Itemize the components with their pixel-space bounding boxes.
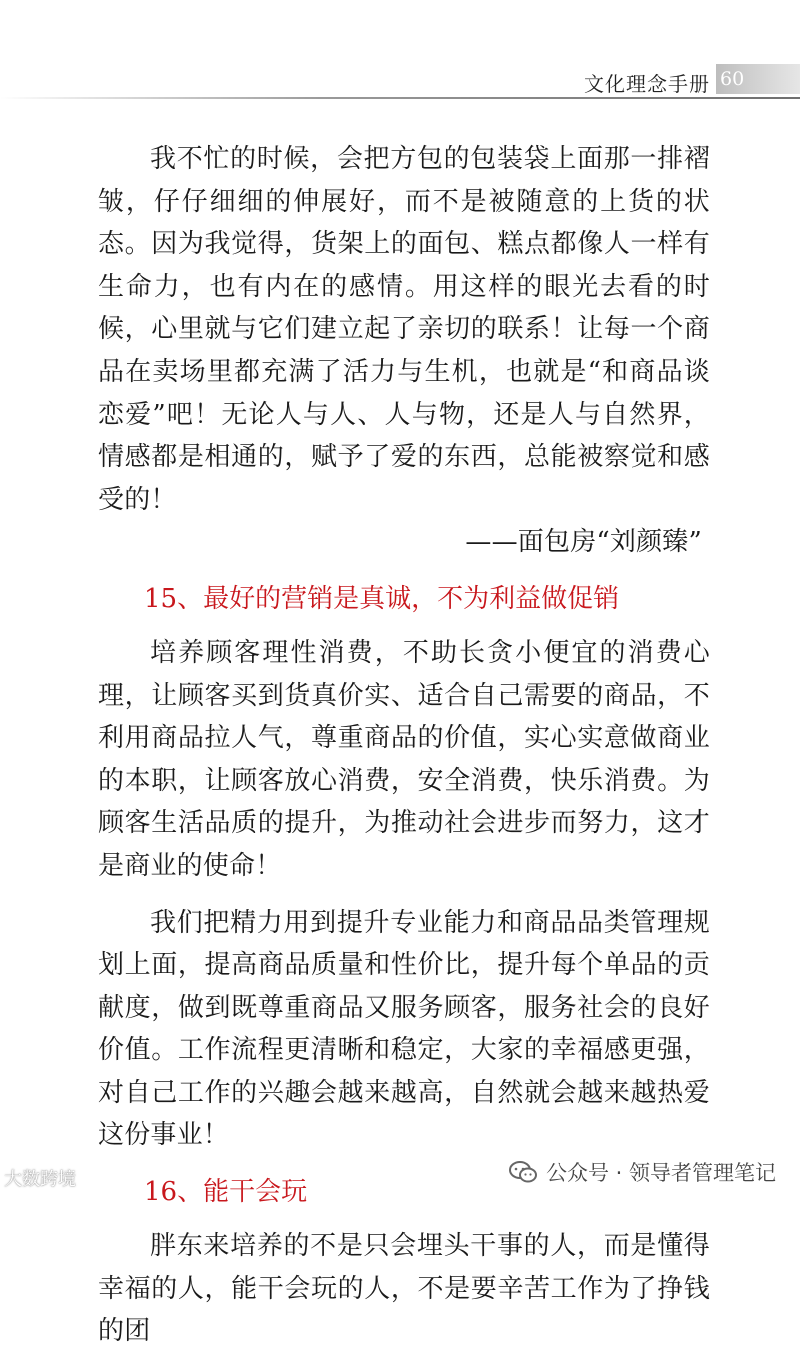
page-number: 60 xyxy=(720,68,745,90)
watermark-right-text: 公众号 · 领导者管理笔记 xyxy=(545,1161,776,1185)
header-title: 文化理念手册 xyxy=(584,72,710,96)
running-header xyxy=(0,64,800,98)
paragraph-1: 我不忙的时候，会把方包的包装袋上面那一排褶皱，仔仔细细的伸展好，而不是被随意的上货的状态。因为我觉得，货架上的面包、糕点都像人一样有生命力，也有内在的感情。用这样的眼光去看的时候，心里就与它们建立起了亲切的联系！让每一个商品在卖场里都充满了活力与生机，也就是“和商品谈恋爱”吧！无论人与人、人与物，还是人与自然界，情感都是相通的，赋予了爱的东西，总能被察觉和感受的！ xyxy=(98,144,710,515)
signature: ——面包房“刘颜臻” xyxy=(465,527,702,558)
watermark-right xyxy=(508,1157,776,1187)
section-heading-16: 16、能干会玩 xyxy=(144,1177,308,1208)
paragraph-gap xyxy=(98,888,710,902)
paragraph-3: 我们把精力用到提升专业能力和商品品类管理规划上面，提高商品质量和性价比，提升每个单品的贡献度，做到既尊重商品又服务顾客，服务社会的良好价值。工作流程更清晰和稳定，大家的幸福感更强，对自己工作的兴趣会越来越高，自然就会越来越热爱这份事业！ xyxy=(98,907,710,1151)
section-heading-15: 15、最好的营销是真诚，不为利益做促销 xyxy=(144,583,620,614)
paragraph-4: 胖东来培养的不是只会埋头干事的人，而是懂得幸福的人，能干会玩的人，不是要辛苦工作为了挣钱的团 xyxy=(98,1231,710,1347)
header-rule xyxy=(0,97,800,99)
wechat-icon xyxy=(508,1160,538,1184)
paragraph-2: 培养顾客理性消费，不助长贪小便宜的消费心理，让顾客买到货真价实、适合自己需要的商品，不利用商品拉人气，尊重商品的价值，实心实意做商业的本职，让顾客放心消费，安全消费，快乐消费。为顾客生活品质的提升，为推动社会进步而努力，这才是商业的使命！ xyxy=(98,637,710,881)
page-number-tab xyxy=(716,64,800,94)
watermark-left: 大数跨境 xyxy=(4,1169,76,1190)
